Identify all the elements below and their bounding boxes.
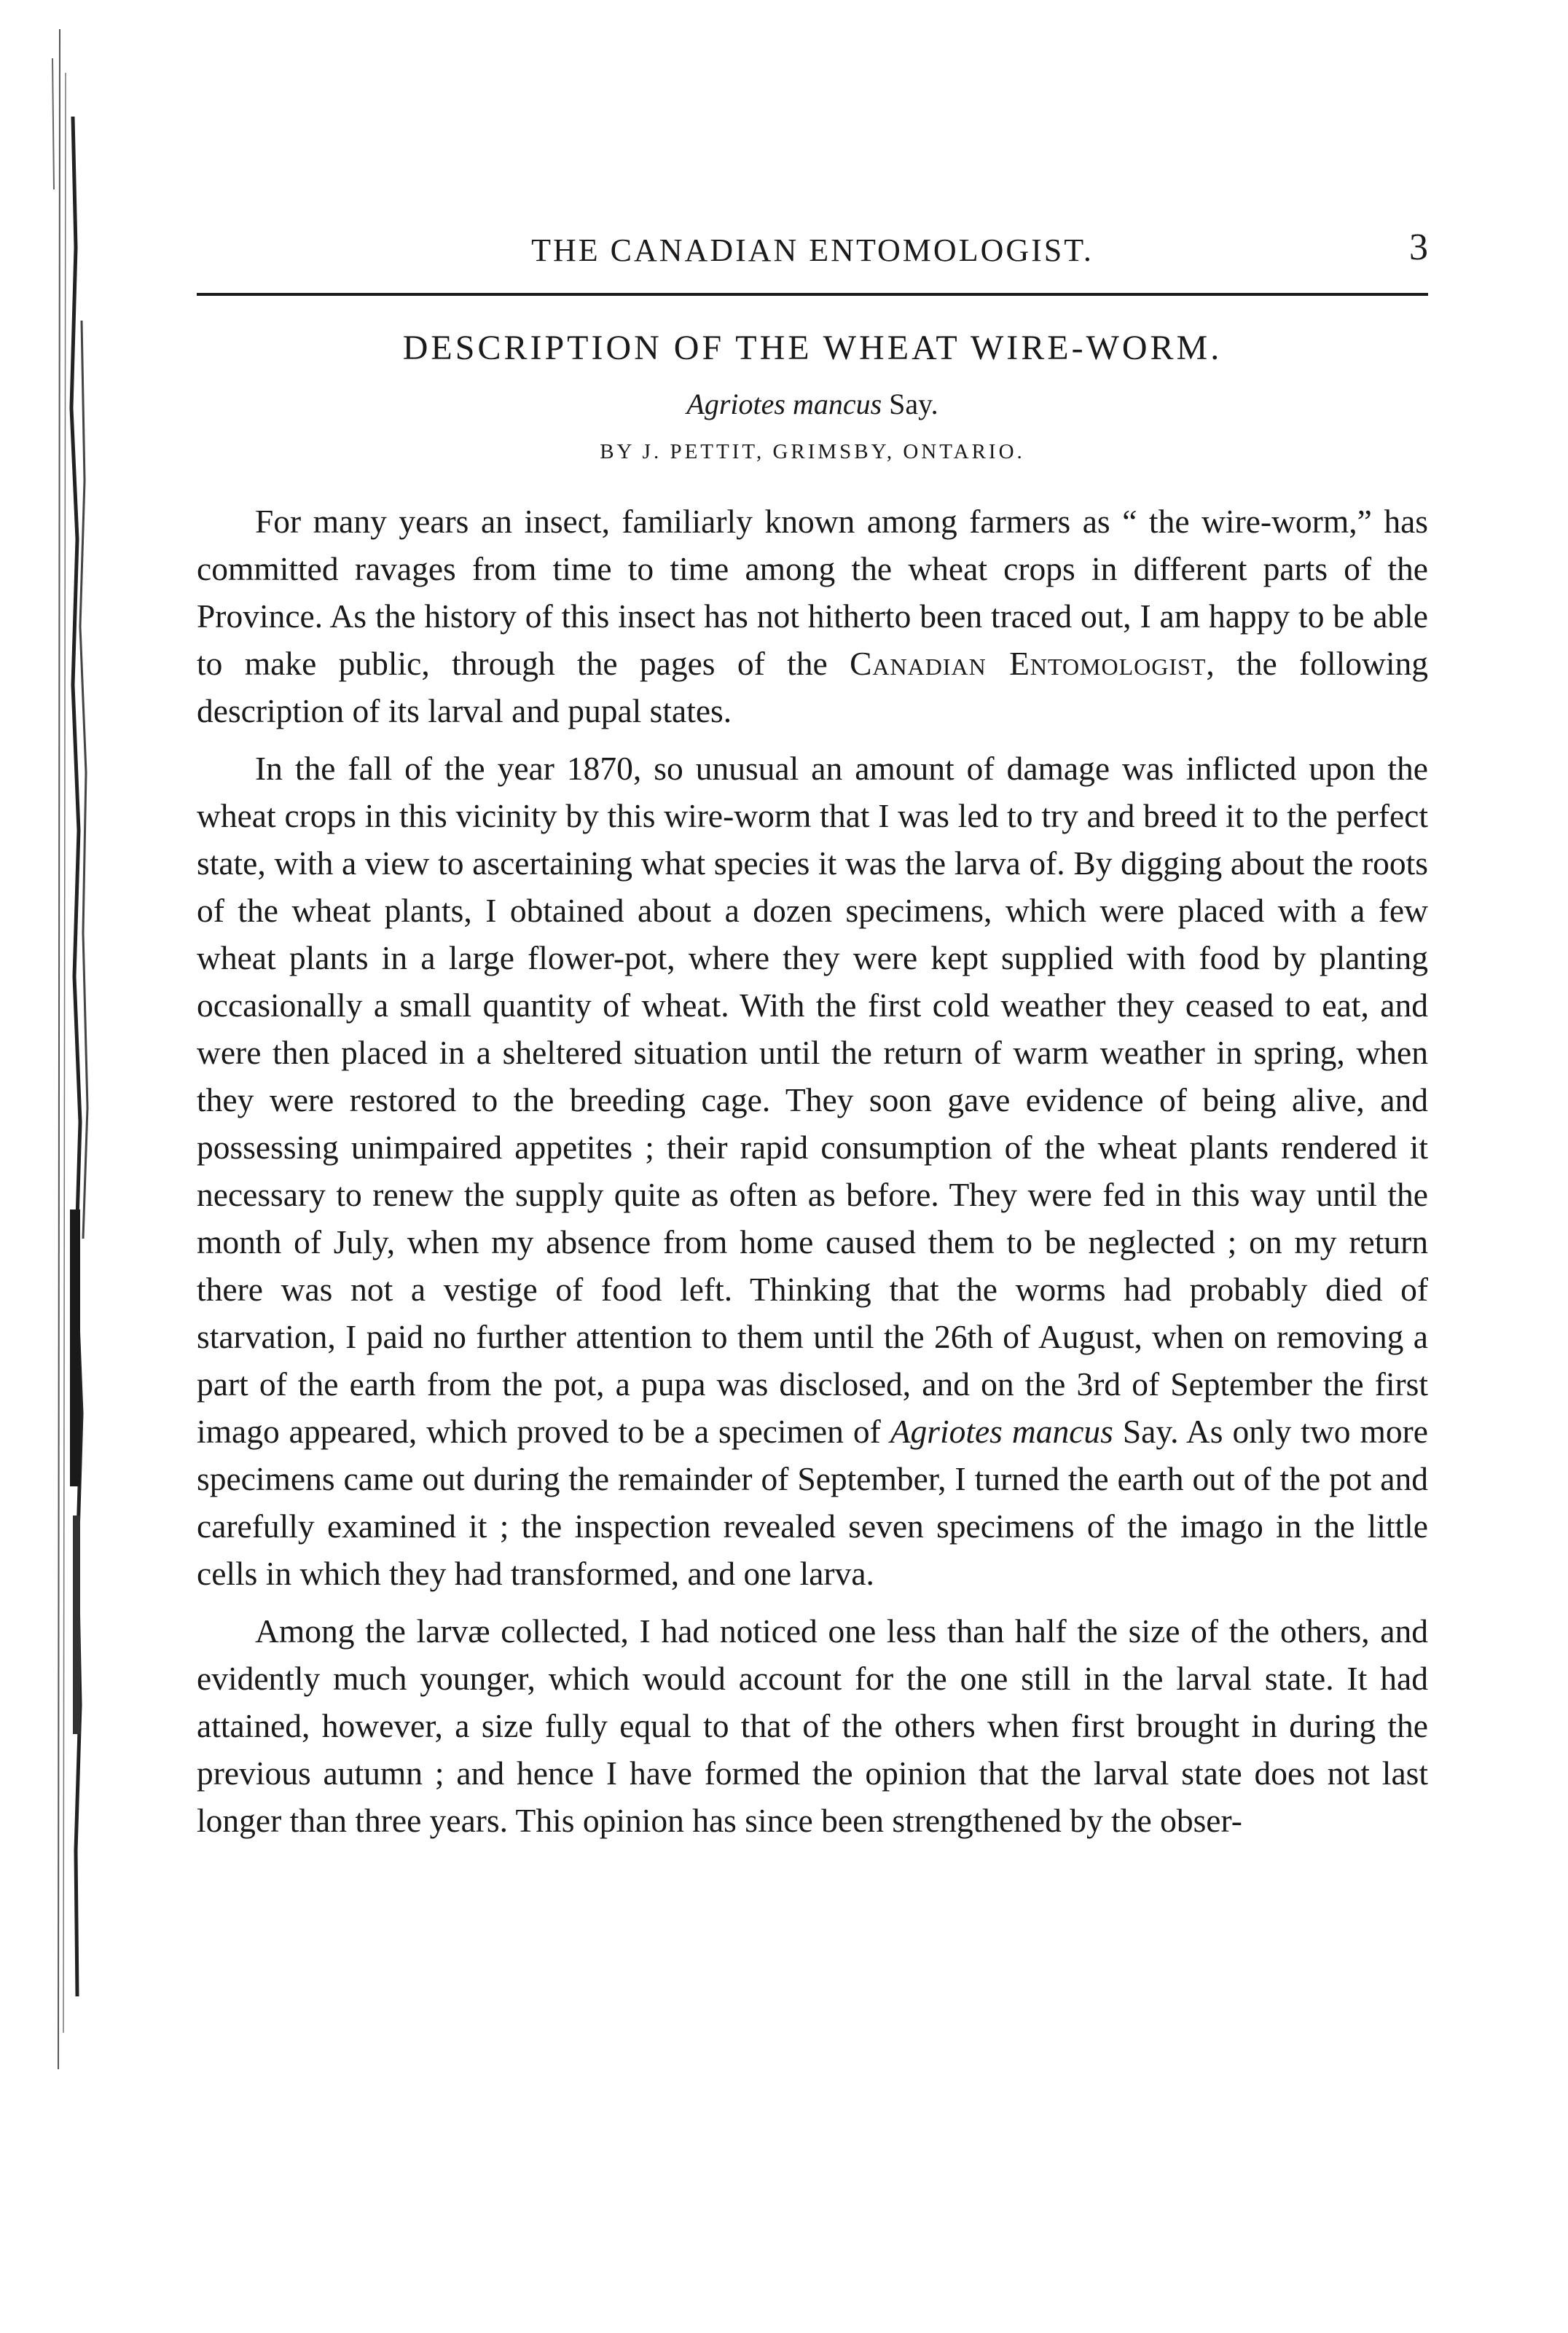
paragraph-1 (197, 498, 1428, 734)
paragraph-1-text-b: , the following description of its larval and pupal states. (197, 645, 1428, 729)
paragraph-1-text-a: For many years an insect, familiarly known among farmers as “ the wire-worm,” has committed ravages from time to time among the wheat crops in different parts of the Province. As the history of this insect has not hitherto been traced out, I am happy to be able to make public, through the pages of the (197, 503, 1428, 682)
journal-title: THE CANADIAN ENTOMOLOGIST. (531, 232, 1094, 268)
article-body (197, 498, 1428, 1844)
paragraph-3: Among the larvæ collected, I had noticed one less than half the size of the others, and evidently much younger, which would account for the one still in the larval state. It had attained, however, a size fully equal to that of the others when first brought in during the previous autumn ; and hence I have formed the opinion that the larval state does not last longer than three years. This opinion has since been strengthened by the obser- (197, 1612, 1428, 1839)
header-rule (197, 293, 1428, 296)
paragraph-2 (197, 745, 1428, 1597)
paragraph-2-text-a: In the fall of the year 1870, so unusual an amount of damage was inflicted upon the wheat crops in this vicinity by this wire-worm that I was led to try and breed it to the perfect state, with a view to ascertaining what species it was the larva of. By digging about the roots of the wheat plants, I obtained about a dozen specimens, which were placed with a few wheat plants in a large flower-pot, where they were kept supplied with food by planting occasionally a small quantity of wheat. With the first cold weather they ceased to eat, and were then placed in a sheltered situation until the return of warm weather in spring, when they were restored to the breeding cage. They soon gave evidence of being alive, and possessing unimpaired appetites ; their rapid consumption of the wheat plants rendered it necessary to renew the supply quite as often as before. They were fed in this way until the month of July, when my absence from home caused them to be neglected ; on my return there was not a vestige of food left. Thinking that the worms had probably died of starvation, I paid no further attention to them until the 26th of August, when on removing a part of the earth from the pot, a pupa was disclosed, and on the 3rd of September the first imago appeared, which proved to be a specimen of (197, 750, 1428, 1450)
page-number: 3 (1409, 227, 1428, 268)
author-byline: BY J. PETTIT, GRIMSBY, ONTARIO. (600, 440, 1025, 463)
article-title: DESCRIPTION OF THE WHEAT WIRE-WORM. (402, 329, 1223, 367)
document-page (197, 219, 1428, 1854)
species-subtitle (197, 387, 1428, 421)
binding-edge-scan (44, 29, 95, 2069)
species-name-inline: Agriotes mancus (890, 1413, 1113, 1450)
paragraph-2-text-b: Say. As only two more specimens came out during the remainder of September, I turned the earth out of the pot and carefully examined it ; the inspection revealed seven specimens of the imago in the little cells in which they had transformed, and one larva. (197, 1413, 1428, 1592)
species-author: Say. (882, 388, 938, 420)
running-head (197, 219, 1428, 277)
journal-name-inline: Canadian Entomologist (850, 645, 1207, 682)
species-name: Agriotes mancus (686, 388, 882, 420)
